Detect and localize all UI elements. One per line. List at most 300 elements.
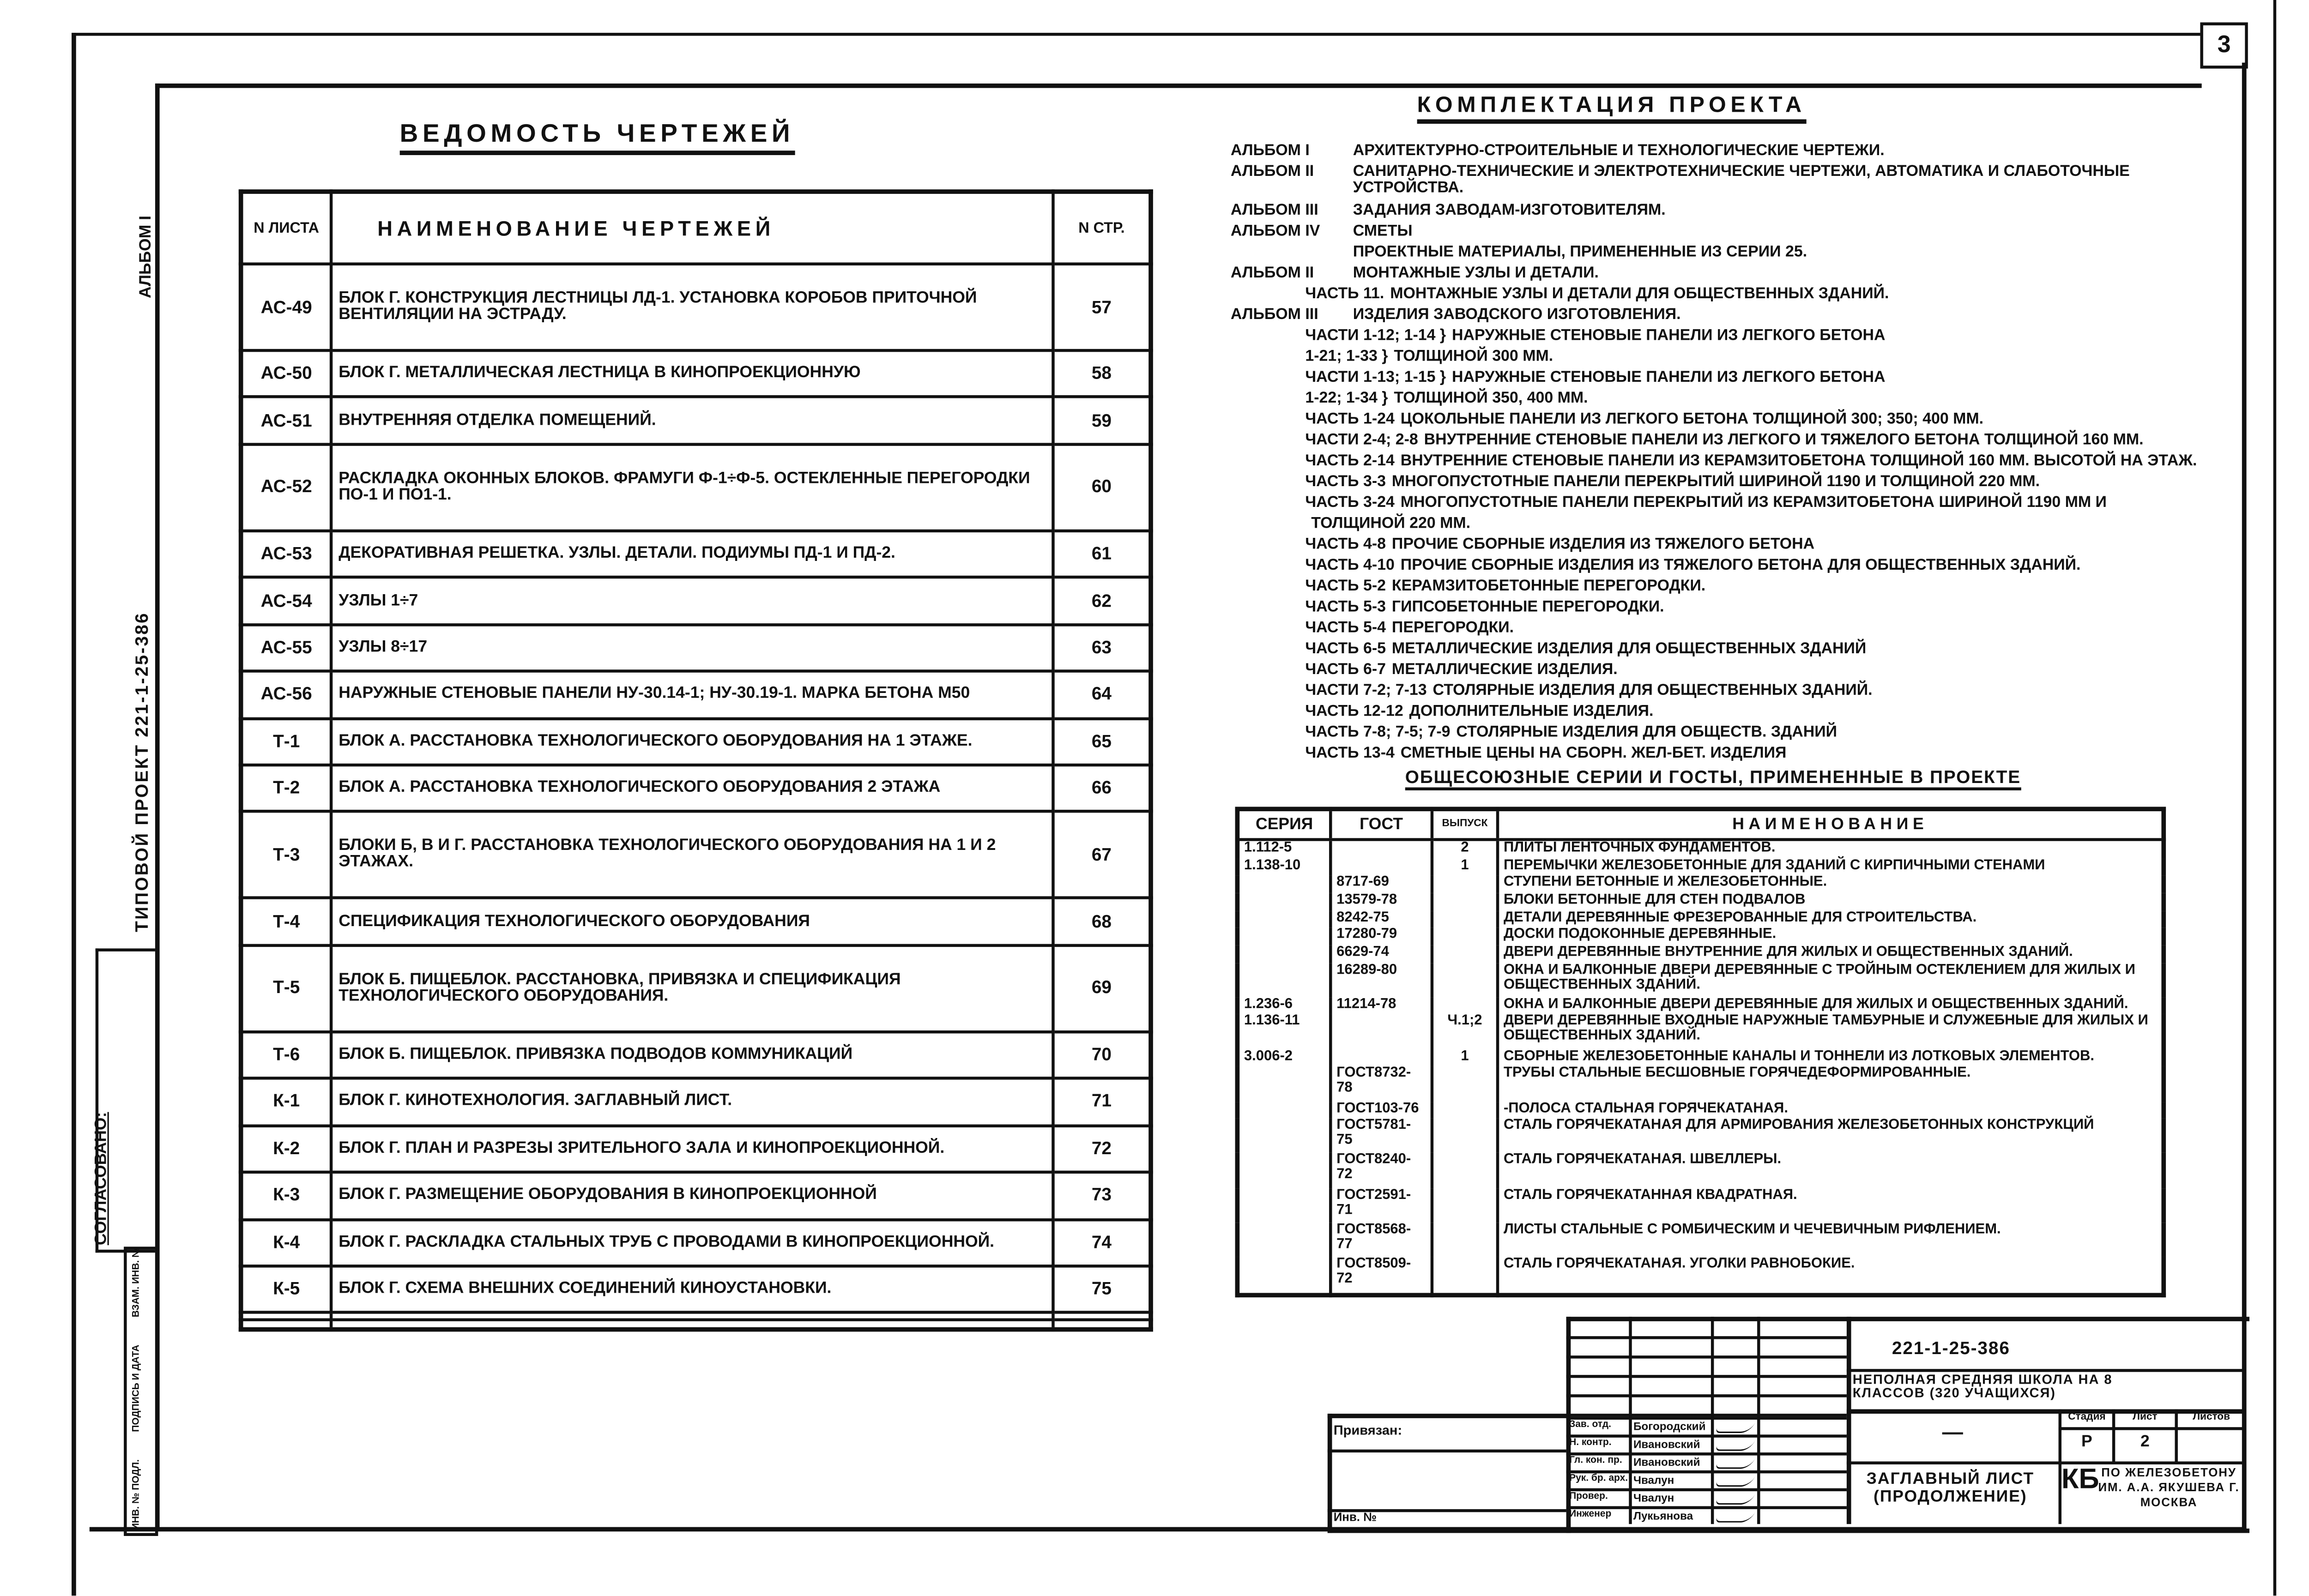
project-set-line [1231, 578, 1705, 595]
standard-name: ТРУБЫ СТАЛЬНЫЕ БЕСШОВНЫЕ ГОРЯЧЕДЕФОРМИРОВАННЫЕ. [1498, 1067, 2164, 1102]
title-block-row [1566, 1375, 1847, 1378]
project-set-line [1231, 620, 1514, 637]
drawing-sheet-number: Т-2 [241, 765, 331, 812]
standard-row [1237, 1258, 2164, 1295]
signature-role: Гл. кон. пр. [1569, 1455, 1622, 1466]
project-set-line [1231, 307, 1681, 324]
stamp-signature-label: ПОДПИСЬ И ДАТА [130, 1344, 141, 1432]
drawing-name [331, 1320, 1053, 1329]
drawing-sheet-number: АС-51 [241, 397, 331, 444]
project-set-label: ЧАСТЬ 5-2 [1305, 577, 1386, 595]
standard-name: СБОРНЫЕ ЖЕЛЕЗОБЕТОННЫЕ КАНАЛЫ И ТОННЕЛИ ИЗ ЛОТКОВЫХ ЭЛЕМЕНТОВ. [1498, 1049, 2164, 1067]
margin-project-code: ТИПОВОЙ ПРОЕКТ 221-1-25-386 [131, 612, 152, 932]
standard-series: 1.236-6 [1244, 996, 1293, 1012]
header-issue: ВЫПУСК [1432, 809, 1498, 839]
project-set-text: ТОЛЩИНОЙ 350, 400 ММ. [1394, 389, 1588, 407]
drawing-row [241, 531, 1151, 578]
drawing-name: БЛОК Б. ПИЩЕБЛОК. РАССТАНОВКА, ПРИВЯЗКА И СПЕЦИФИКАЦИЯ ТЕХНОЛОГИЧЕСКОГО ОБОРУДОВАНИЯ. [331, 945, 1053, 1031]
drawing-sheet-number: К-1 [241, 1078, 331, 1125]
drawing-page: 65 [1053, 718, 1151, 765]
org-abbr: КБ [2061, 1464, 2099, 1496]
drawing-name: БЛОК Г. СХЕМА ВНЕШНИХ СОЕДИНЕНИЙ КИНОУСТАНОВКИ. [331, 1266, 1053, 1313]
header-page: N СТР. [1053, 192, 1151, 264]
standard-row [1237, 963, 2164, 997]
project-set-label: ЧАСТЬ 7-8; 7-5; 7-9 [1305, 723, 1451, 741]
project-set-label: ЧАСТЬ 5-3 [1305, 598, 1386, 616]
drawing-name: СПЕЦИФИКАЦИЯ ТЕХНОЛОГИЧЕСКОГО ОБОРУДОВАНИЯ [331, 898, 1053, 945]
project-set-line [1231, 349, 1553, 366]
project-set-label: АЛЬБОМ III [1230, 306, 1318, 324]
drawing-page: 66 [1053, 765, 1151, 812]
project-set-label: ЧАСТЬ 2-14 [1305, 452, 1395, 470]
standard-name: СТАЛЬ ГОРЯЧЕКАТАНАЯ. УГОЛКИ РАВНОБОКИЕ. [1498, 1258, 2164, 1295]
project-set-label: ЧАСТИ 7-2; 7-13 [1305, 681, 1427, 699]
outer-frame-top [72, 33, 2200, 36]
drawing-row [241, 350, 1151, 397]
standard-name: ОКНА И БАЛКОННЫЕ ДВЕРИ ДЕРЕВЯННЫЕ С ТРОЙНЫМ ОСТЕКЛЕНИЕМ ДЛЯ ЖИЛЫХ И ОБЩЕСТВЕННЫХ ЗДАНИЙ. [1498, 963, 2164, 997]
standard-name: СТАЛЬ ГОРЯЧЕКАТАНАЯ ДЛЯ АРМИРОВАНИЯ ЖЕЛЕЗОБЕТОННЫХ КОНСТРУКЦИЙ [1498, 1119, 2164, 1153]
standard-issue [1432, 1153, 1498, 1188]
project-set-label: ЧАСТЬ 1-24 [1305, 410, 1395, 428]
drawing-sheet-number: К-5 [241, 1266, 331, 1313]
margin-album: АЛЬБОМ I [137, 215, 155, 299]
standard-gost: ГОСТ2591-71 [1330, 1188, 1432, 1223]
standard-series [1237, 1119, 1330, 1153]
header-name: НАИМЕНОВАНИЕ ЧЕРТЕЖЕЙ [331, 192, 1053, 264]
drawing-row [241, 1313, 1151, 1320]
standard-issue: 1 [1432, 1049, 1498, 1067]
standard-issue [1432, 946, 1498, 963]
project-set-line [1231, 203, 1666, 219]
drawing-sheet-number: АС-49 [241, 264, 331, 350]
project-set-line [1231, 391, 1588, 407]
drawing-page: 64 [1053, 671, 1151, 718]
standard-issue [1432, 876, 1498, 893]
standard-row [1237, 1153, 2164, 1188]
binding-grid-line [1328, 1450, 1566, 1452]
drawing-sheet-number: К-4 [241, 1219, 331, 1266]
title-block-col [1629, 1317, 1632, 1524]
drawing-page: 68 [1053, 898, 1151, 945]
project-set-text: ПРОЧИЕ СБОРНЫЕ ИЗДЕЛИЯ ИЗ ТЯЖЕЛОГО БЕТОНА ДЛЯ ОБЩЕСТВЕННЫХ ЗДАНИЙ. [1400, 556, 2081, 574]
project-set-label: ЧАСТЬ 6-5 [1305, 639, 1386, 658]
title-block-col [2175, 1409, 2177, 1461]
standards-table [1235, 807, 2166, 1297]
standard-issue [1432, 1188, 1498, 1223]
drawing-sheet-number: АС-54 [241, 578, 331, 624]
stamp-labels [127, 1247, 145, 1530]
project-set-text: ПРОЧИЕ СБОРНЫЕ ИЗДЕЛИЯ ИЗ ТЯЖЕЛОГО БЕТОНА [1391, 535, 1815, 554]
standard-issue: Ч.1;2 [1432, 1015, 1498, 1049]
drawing-sheet-number: Т-6 [241, 1032, 331, 1078]
standard-issue [1432, 893, 1498, 911]
drawing-page: 63 [1053, 625, 1151, 671]
standard-gost: 8717-69 [1330, 876, 1432, 893]
standard-series: 3.006-2 [1244, 1048, 1293, 1065]
project-set-label: АЛЬБОМ II [1230, 264, 1314, 282]
title-block-row [1566, 1336, 1847, 1339]
drawing-sheet-number [241, 1320, 331, 1329]
standard-issue [1432, 1067, 1498, 1102]
sheet-title: ЗАГЛАВНЫЙ ЛИСТ (ПРОДОЛЖЕНИЕ) [1866, 1470, 2035, 1506]
standard-series [1237, 1153, 1330, 1188]
project-set-label: ЧАСТЬ 13-4 [1305, 744, 1395, 762]
project-set-line [1231, 495, 2107, 512]
standard-row [1237, 840, 2164, 859]
standard-row [1237, 1015, 2164, 1049]
drawing-page: 60 [1053, 444, 1151, 530]
signature-name: Ивановский [1633, 1437, 1700, 1451]
drawing-name: БЛОК Г. ПЛАН И РАЗРЕЗЫ ЗРИТЕЛЬНОГО ЗАЛА И КИНОПРОЕКЦИОННОЙ. [331, 1126, 1053, 1172]
project-set-line [1231, 164, 2156, 197]
agreement-grid [96, 948, 155, 1253]
project-set-line [1231, 725, 1837, 741]
standard-series: 1.138-10 [1244, 857, 1301, 874]
drawing-sheet-number: АС-53 [241, 531, 331, 578]
drawing-sheet-number: Т-5 [241, 945, 331, 1031]
project-set-text: АРХИТЕКТУРНО-СТРОИТЕЛЬНЫЕ И ТЕХНОЛОГИЧЕСКИЕ ЧЕРТЕЖИ. [1353, 141, 1885, 160]
drawing-row [241, 765, 1151, 812]
drawing-name: УЗЛЫ 1÷7 [331, 578, 1053, 624]
project-set-line [1231, 600, 1664, 616]
inv-label: Инв. № [1333, 1511, 1377, 1524]
standard-series [1237, 876, 1330, 893]
project-set-text: НАРУЖНЫЕ СТЕНОВЫЕ ПАНЕЛИ ИЗ ЛЕГКОГО БЕТОНА [1452, 326, 1886, 345]
project-set-label: ЧАСТИ 1-13; 1-15 } [1305, 368, 1446, 386]
drawing-row [241, 898, 1151, 945]
standard-issue [1432, 1102, 1498, 1119]
drawing-page [1053, 1313, 1151, 1320]
standard-gost: ГОСТ5781-75 [1330, 1119, 1432, 1153]
standard-row [1237, 1049, 2164, 1067]
drawing-sheet-number: АС-50 [241, 350, 331, 397]
project-set-line [1231, 286, 1889, 303]
project-set-line [1231, 683, 1873, 699]
standard-name: ДОСКИ ПОДОКОННЫЕ ДЕРЕВЯННЫЕ. [1498, 928, 2164, 946]
project-set-label: АЛЬБОМ II [1230, 163, 1314, 181]
project-set-text: МОНТАЖНЫЕ УЗЛЫ И ДЕТАЛИ. [1353, 264, 1599, 282]
drawing-sheet-number [241, 1313, 331, 1320]
drawing-page: 59 [1053, 397, 1151, 444]
title-block-row [1566, 1355, 1847, 1358]
signature-role: Рук. бр. арх. [1569, 1473, 1628, 1484]
project-set-label: ЧАСТИ 2-4; 2-8 [1305, 431, 1418, 449]
project-set-text: СТОЛЯРНЫЕ ИЗДЕЛИЯ ДЛЯ ОБЩЕСТВ. ЗДАНИЙ [1456, 723, 1838, 741]
project-set-text: САНИТАРНО-ТЕХНИЧЕСКИЕ И ЭЛЕКТРОТЕХНИЧЕСКИЕ ЧЕРТЕЖИ, АВТОМАТИКА И СЛАБОТОЧНЫЕ УСТРОЙСТВА. [1353, 163, 2130, 197]
sheet-label: Лист [2133, 1412, 2158, 1423]
outer-frame-right [2273, 0, 2276, 1596]
drawing-page: 74 [1053, 1219, 1151, 1266]
drawing-row [241, 812, 1151, 898]
project-set-label: ЧАСТЬ 4-10 [1305, 556, 1395, 574]
drawing-page: 70 [1053, 1032, 1151, 1078]
standard-gost: 13579-78 [1330, 893, 1432, 911]
standard-row [1237, 1102, 2164, 1119]
project-set-label: 1-22; 1-34 } [1305, 389, 1388, 407]
standard-row [1237, 859, 2164, 876]
title-block-row [1566, 1394, 1847, 1397]
drawing-row [241, 625, 1151, 671]
standard-gost: ГОСТ8732-78 [1330, 1067, 1432, 1102]
drawing-sheet-number: АС-52 [241, 444, 331, 530]
drawing-page: 61 [1053, 531, 1151, 578]
standard-gost: 16289-80 [1330, 963, 1432, 997]
standard-row [1237, 1188, 2164, 1223]
drawing-name: БЛОК Г. КИНОТЕХНОЛОГИЯ. ЗАГЛАВНЫЙ ЛИСТ. [331, 1078, 1053, 1125]
project-set-label: ЧАСТЬ 5-4 [1305, 619, 1386, 637]
project-set-text: ТОЛЩИНОЙ 220 ММ. [1311, 514, 1471, 533]
project-set-label: ЧАСТИ 1-12; 1-14 } [1305, 326, 1446, 345]
drawing-name: УЗЛЫ 8÷17 [331, 625, 1053, 671]
project-set-text: ГИПСОБЕТОННЫЕ ПЕРЕГОРОДКИ. [1391, 598, 1664, 616]
standard-row [1237, 1223, 2164, 1258]
stamp-inv-label: ИНВ. № ПОДЛ. [130, 1459, 141, 1530]
project-set-text: НАРУЖНЫЕ СТЕНОВЫЕ ПАНЕЛИ ИЗ ЛЕГКОГО БЕТОНА [1452, 368, 1886, 386]
standard-name: ДВЕРИ ДЕРЕВЯННЫЕ ВНУТРЕННИЕ ДЛЯ ЖИЛЫХ И ОБЩЕСТВЕННЫХ ЗДАНИЙ. [1498, 946, 2164, 963]
standard-row [1237, 911, 2164, 928]
drawing-name: ВНУТРЕННЯЯ ОТДЕЛКА ПОМЕЩЕНИЙ. [331, 397, 1053, 444]
project-set-text: ТОЛЩИНОЙ 300 ММ. [1394, 347, 1553, 366]
drawing-name: БЛОК А. РАССТАНОВКА ТЕХНОЛОГИЧЕСКОГО ОБОРУДОВАНИЯ 2 ЭТАЖА [331, 765, 1053, 812]
standard-gost: 11214-78 [1330, 997, 1432, 1015]
drawing-row [241, 1032, 1151, 1078]
project-set-label: ЧАСТЬ 6-7 [1305, 660, 1386, 679]
standard-name: -ПОЛОСА СТАЛЬНАЯ ГОРЯЧЕКАТАНАЯ. [1498, 1102, 2164, 1119]
project-set-line [1231, 558, 2081, 574]
standard-row [1237, 946, 2164, 963]
standard-name: СТАЛЬ ГОРЯЧЕКАТАННАЯ КВАДРАТНАЯ. [1498, 1188, 2164, 1223]
standard-issue [1432, 997, 1498, 1015]
standard-name: ПЕРЕМЫЧКИ ЖЕЛЕЗОБЕТОННЫЕ ДЛЯ ЗДАНИЙ С КИРПИЧНЫМИ СТЕНАМИ [1498, 859, 2164, 876]
inner-frame-right [2242, 63, 2247, 1530]
project-set-text: ПРОЕКТНЫЕ МАТЕРИАЛЫ, ПРИМЕНЕННЫЕ ИЗ СЕРИИ 25. [1353, 243, 1807, 261]
drawing-row [241, 578, 1151, 624]
drawing-page: 69 [1053, 945, 1151, 1031]
standard-issue [1432, 928, 1498, 946]
project-set-label: АЛЬБОМ I [1230, 141, 1310, 160]
standard-row [1237, 928, 2164, 946]
project-set-text: ПЕРЕГОРОДКИ. [1391, 619, 1514, 637]
project-set-text: ЦОКОЛЬНЫЕ ПАНЕЛИ ИЗ ЛЕГКОГО БЕТОНА ТОЛЩИНОЙ 300; 350; 400 ММ. [1400, 410, 1984, 428]
drawing-sheet-number: К-2 [241, 1126, 331, 1172]
drawing-page: 67 [1053, 812, 1151, 898]
signature-name: Богородский [1633, 1420, 1706, 1433]
project-set-text: МНОГОПУСТОТНЫЕ ПАНЕЛИ ПЕРЕКРЫТИЙ ИЗ КЕРАМЗИТОБЕТОНА ШИРИНОЙ 1190 ММ И [1400, 494, 2107, 512]
drawing-page: 57 [1053, 264, 1151, 350]
org-name: ПО ЖЕЛЕЗОБЕТОНУ ИМ. А.А. ЯКУШЕВА Г. МОСКВА [2098, 1466, 2240, 1509]
project-name: НЕПОЛНАЯ СРЕДНЯЯ ШКОЛА НА 8 КЛАССОВ (320 УЧАЩИХСЯ) [1852, 1372, 2113, 1401]
project-set-label: ЧАСТЬ 3-3 [1305, 472, 1386, 491]
signature-role: Зав. отд. [1569, 1420, 1611, 1430]
drawing-row [241, 397, 1151, 444]
standard-series [1237, 893, 1330, 911]
project-set-line [1231, 370, 1886, 386]
project-set-line [1231, 746, 1787, 762]
standard-series [1237, 928, 1330, 946]
project-set-text: СМЕТЫ [1353, 222, 1413, 241]
signature-name: Чвалун [1633, 1473, 1674, 1487]
project-set-text: ДОПОЛНИТЕЛЬНЫЕ ИЗДЕЛИЯ. [1409, 702, 1654, 721]
drawing-name: ДЕКОРАТИВНАЯ РЕШЕТКА. УЗЛЫ. ДЕТАЛИ. ПОДИУМЫ ПД-1 И ПД-2. [331, 531, 1053, 578]
drawing-page [1053, 1320, 1151, 1329]
project-set-text: ВНУТРЕННИЕ СТЕНОВЫЕ ПАНЕЛИ ИЗ КЕРАМЗИТОБЕТОНА ТОЛЩИНОЙ 160 ММ. ВЫСОТОЙ НА ЭТАЖ. [1400, 452, 2197, 470]
project-set-line [1231, 474, 2040, 491]
standard-issue [1432, 1223, 1498, 1258]
drawing-name: БЛОКИ Б, В И Г. РАССТАНОВКА ТЕХНОЛОГИЧЕСКОГО ОБОРУДОВАНИЯ НА 1 И 2 ЭТАЖАХ. [331, 812, 1053, 898]
project-set-text: КЕРАМЗИТОБЕТОННЫЕ ПЕРЕГОРОДКИ. [1391, 577, 1706, 595]
project-set-line [1231, 328, 1886, 345]
project-set-line [1231, 265, 1599, 282]
drawing-name: БЛОК Г. РАЗМЕЩЕНИЕ ОБОРУДОВАНИЯ В КИНОПРОЕКЦИОННОЙ [331, 1172, 1053, 1219]
project-set-label: АЛЬБОМ III [1230, 201, 1318, 219]
standard-name: БЛОКИ БЕТОННЫЕ ДЛЯ СТЕН ПОДВАЛОВ [1498, 893, 2164, 911]
standard-gost: 6629-74 [1330, 946, 1432, 963]
drawing-page: 73 [1053, 1172, 1151, 1219]
standard-gost: 8242-75 [1330, 911, 1432, 928]
standard-row [1237, 1067, 2164, 1102]
drawing-row [241, 1126, 1151, 1172]
project-set-text: МЕТАЛЛИЧЕСКИЕ ИЗДЕЛИЯ ДЛЯ ОБЩЕСТВЕННЫХ ЗДАНИЙ [1391, 639, 1867, 658]
project-set-text: ИЗДЕЛИЯ ЗАВОДСКОГО ИЗГОТОВЛЕНИЯ. [1353, 306, 1681, 324]
signature-role: Провер. [1569, 1491, 1608, 1502]
project-set-line [1231, 662, 1618, 679]
drawing-sheet-number: К-3 [241, 1172, 331, 1219]
drawing-name: НАРУЖНЫЕ СТЕНОВЫЕ ПАНЕЛИ НУ-30.14-1; НУ-30.19-1. МАРКА БЕТОНА М50 [331, 671, 1053, 718]
project-set-label: ЧАСТЬ 11. [1305, 284, 1384, 303]
inner-frame-top [155, 84, 2202, 88]
drawing-page: 75 [1053, 1266, 1151, 1313]
stage-value: Р [2081, 1433, 2092, 1451]
standard-gost: ГОСТ103-76 [1330, 1102, 1432, 1119]
project-set-text: МОНТАЖНЫЕ УЗЛЫ И ДЕТАЛИ ДЛЯ ОБЩЕСТВЕННЫХ ЗДАНИЙ. [1390, 284, 1889, 303]
standard-issue [1432, 963, 1498, 997]
standard-gost [1330, 1049, 1432, 1067]
standard-series [1237, 946, 1330, 963]
drawing-page: 71 [1053, 1078, 1151, 1125]
project-set-title: КОМПЛЕКТАЦИЯ ПРОЕКТА [1417, 92, 1806, 124]
drawing-sheet-number: АС-55 [241, 625, 331, 671]
header-name: НАИМЕНОВАНИЕ [1498, 809, 2164, 839]
stage-label: Стадия [2068, 1412, 2106, 1423]
project-set-line [1231, 537, 1814, 554]
drawing-sheet-number: Т-3 [241, 812, 331, 898]
standard-series [1237, 1067, 1330, 1102]
standard-gost: ГОСТ8509-72 [1330, 1258, 1432, 1295]
project-set-line [1231, 453, 2197, 470]
header-series: СЕРИЯ [1237, 809, 1330, 839]
bound-label: Привязан: [1333, 1422, 1402, 1438]
project-set-line [1231, 704, 1654, 721]
drawing-page: 62 [1053, 578, 1151, 624]
standards-header-row [1237, 809, 2164, 839]
standard-series [1237, 963, 1330, 997]
standard-gost: 17280-79 [1330, 928, 1432, 946]
project-set-label: АЛЬБОМ IV [1230, 222, 1320, 241]
signature-role: Инженер [1569, 1509, 1612, 1520]
standard-gost: ГОСТ8240-72 [1330, 1153, 1432, 1188]
margin-agreed: СОГЛАСОВАНО: [92, 1112, 111, 1246]
standard-series [1237, 1223, 1330, 1258]
standard-name: ЛИСТЫ СТАЛЬНЫЕ С РОМБИЧЕСКИМ И ЧЕЧЕВИЧНЫМ РИФЛЕНИЕМ. [1498, 1223, 2164, 1258]
drawing-page: 58 [1053, 350, 1151, 397]
standard-series [1237, 1102, 1330, 1119]
drawing-name: БЛОК А. РАССТАНОВКА ТЕХНОЛОГИЧЕСКОГО ОБОРУДОВАНИЯ НА 1 ЭТАЖЕ. [331, 718, 1053, 765]
header-sheet: N ЛИСТА [241, 192, 331, 264]
standard-gost: ГОСТ8568-77 [1330, 1223, 1432, 1258]
project-set-line [1231, 516, 1470, 533]
dash: — [1942, 1420, 1963, 1444]
signature-name: Лукьянова [1633, 1509, 1693, 1523]
project-set-line [1231, 224, 1413, 241]
drawing-name: БЛОК Б. ПИЩЕБЛОК. ПРИВЯЗКА ПОДВОДОВ КОММУНИКАЦИЙ [331, 1032, 1053, 1078]
drawing-row [241, 718, 1151, 765]
drawing-row [241, 1172, 1151, 1219]
signature-name: Ивановский [1633, 1455, 1700, 1469]
project-set-line [1231, 245, 1807, 261]
standard-gost [1330, 840, 1432, 859]
drawing-row [241, 1266, 1151, 1313]
project-set-text: СТОЛЯРНЫЕ ИЗДЕЛИЯ ДЛЯ ОБЩЕСТВЕННЫХ ЗДАНИЙ. [1433, 681, 1873, 699]
standard-name: ОКНА И БАЛКОННЫЕ ДВЕРИ ДЕРЕВЯННЫЕ ДЛЯ ЖИЛЫХ И ОБЩЕСТВЕННЫХ ЗДАНИЙ. [1498, 997, 2164, 1015]
header-gost: ГОСТ [1330, 809, 1432, 839]
project-set-line [1231, 641, 1866, 658]
standard-name: ДВЕРИ ДЕРЕВЯННЫЕ ВХОДНЫЕ НАРУЖНЫЕ ТАМБУРНЫЕ И СЛУЖЕБНЫЕ ДЛЯ ЖИЛЫХ И ОБЩЕСТВЕННЫХ ЗДАНИЙ. [1498, 1015, 2164, 1049]
drawing-row [241, 671, 1151, 718]
drawing-row [241, 264, 1151, 350]
sheet-value: 2 [2140, 1433, 2150, 1451]
project-set-label: ЧАСТЬ 4-8 [1305, 535, 1386, 554]
standard-issue: 1 [1432, 859, 1498, 876]
project-set-text: ВНУТРЕННИЕ СТЕНОВЫЕ ПАНЕЛИ ИЗ ЛЕГКОГО И ТЯЖЕЛОГО БЕТОНА ТОЛЩИНОЙ 160 ММ. [1424, 431, 2144, 449]
title-block-row [2059, 1427, 2245, 1430]
drawing-row [241, 444, 1151, 530]
standard-series: 1.136-11 [1244, 1013, 1300, 1030]
drawing-name [331, 1313, 1053, 1320]
drawings-list-title: ВЕДОМОСТЬ ЧЕРТЕЖЕЙ [400, 119, 795, 155]
drawing-sheet-number: Т-4 [241, 898, 331, 945]
stamp-replace-label: ВЗАМ. ИНВ. № [130, 1247, 141, 1318]
standard-issue: 2 [1432, 840, 1498, 859]
project-code: 221-1-25-386 [1892, 1337, 2010, 1359]
drawing-sheet-number: АС-56 [241, 671, 331, 718]
drawing-row [241, 1320, 1151, 1329]
standard-gost [1330, 1015, 1432, 1049]
standard-name: ДЕТАЛИ ДЕРЕВЯННЫЕ ФРЕЗЕРОВАННЫЕ ДЛЯ СТРОИТЕЛЬСТВА. [1498, 911, 2164, 928]
drawing-sheet-number: Т-1 [241, 718, 331, 765]
project-set-text: МНОГОПУСТОТНЫЕ ПАНЕЛИ ПЕРЕКРЫТИЙ ШИРИНОЙ 1190 И ТОЛЩИНОЙ 220 ММ. [1391, 472, 2040, 491]
standard-issue [1432, 911, 1498, 928]
standard-series [1237, 1188, 1330, 1223]
project-set-text: ЗАДАНИЯ ЗАВОДАМ-ИЗГОТОВИТЕЛЯМ. [1353, 201, 1666, 219]
standard-series [1237, 911, 1330, 928]
drawings-table [239, 189, 1153, 1331]
drawing-row [241, 945, 1151, 1031]
drawing-name: БЛОК Г. МЕТАЛЛИЧЕСКАЯ ЛЕСТНИЦА В КИНОПРОЕКЦИОННУЮ [331, 350, 1053, 397]
drawings-header-row [241, 192, 1151, 264]
drawing-name: БЛОК Г. КОНСТРУКЦИЯ ЛЕСТНИЦЫ ЛД-1. УСТАНОВКА КОРОБОВ ПРИТОЧНОЙ ВЕНТИЛЯЦИИ НА ЭСТРАДУ. [331, 264, 1053, 350]
signature-role: Н. контр. [1569, 1437, 1612, 1448]
title-block-col [1757, 1317, 1760, 1524]
standard-gost [1330, 859, 1432, 876]
project-set-line [1231, 433, 2144, 449]
standard-row [1237, 876, 2164, 893]
standard-issue [1432, 1258, 1498, 1295]
standard-name: СТАЛЬ ГОРЯЧЕКАТАНАЯ. ШВЕЛЛЕРЫ. [1498, 1153, 2164, 1188]
signature-name: Чвалун [1633, 1491, 1674, 1505]
drawing-row [241, 1219, 1151, 1266]
standard-row [1237, 997, 2164, 1015]
project-set-label: 1-21; 1-33 } [1305, 347, 1388, 366]
